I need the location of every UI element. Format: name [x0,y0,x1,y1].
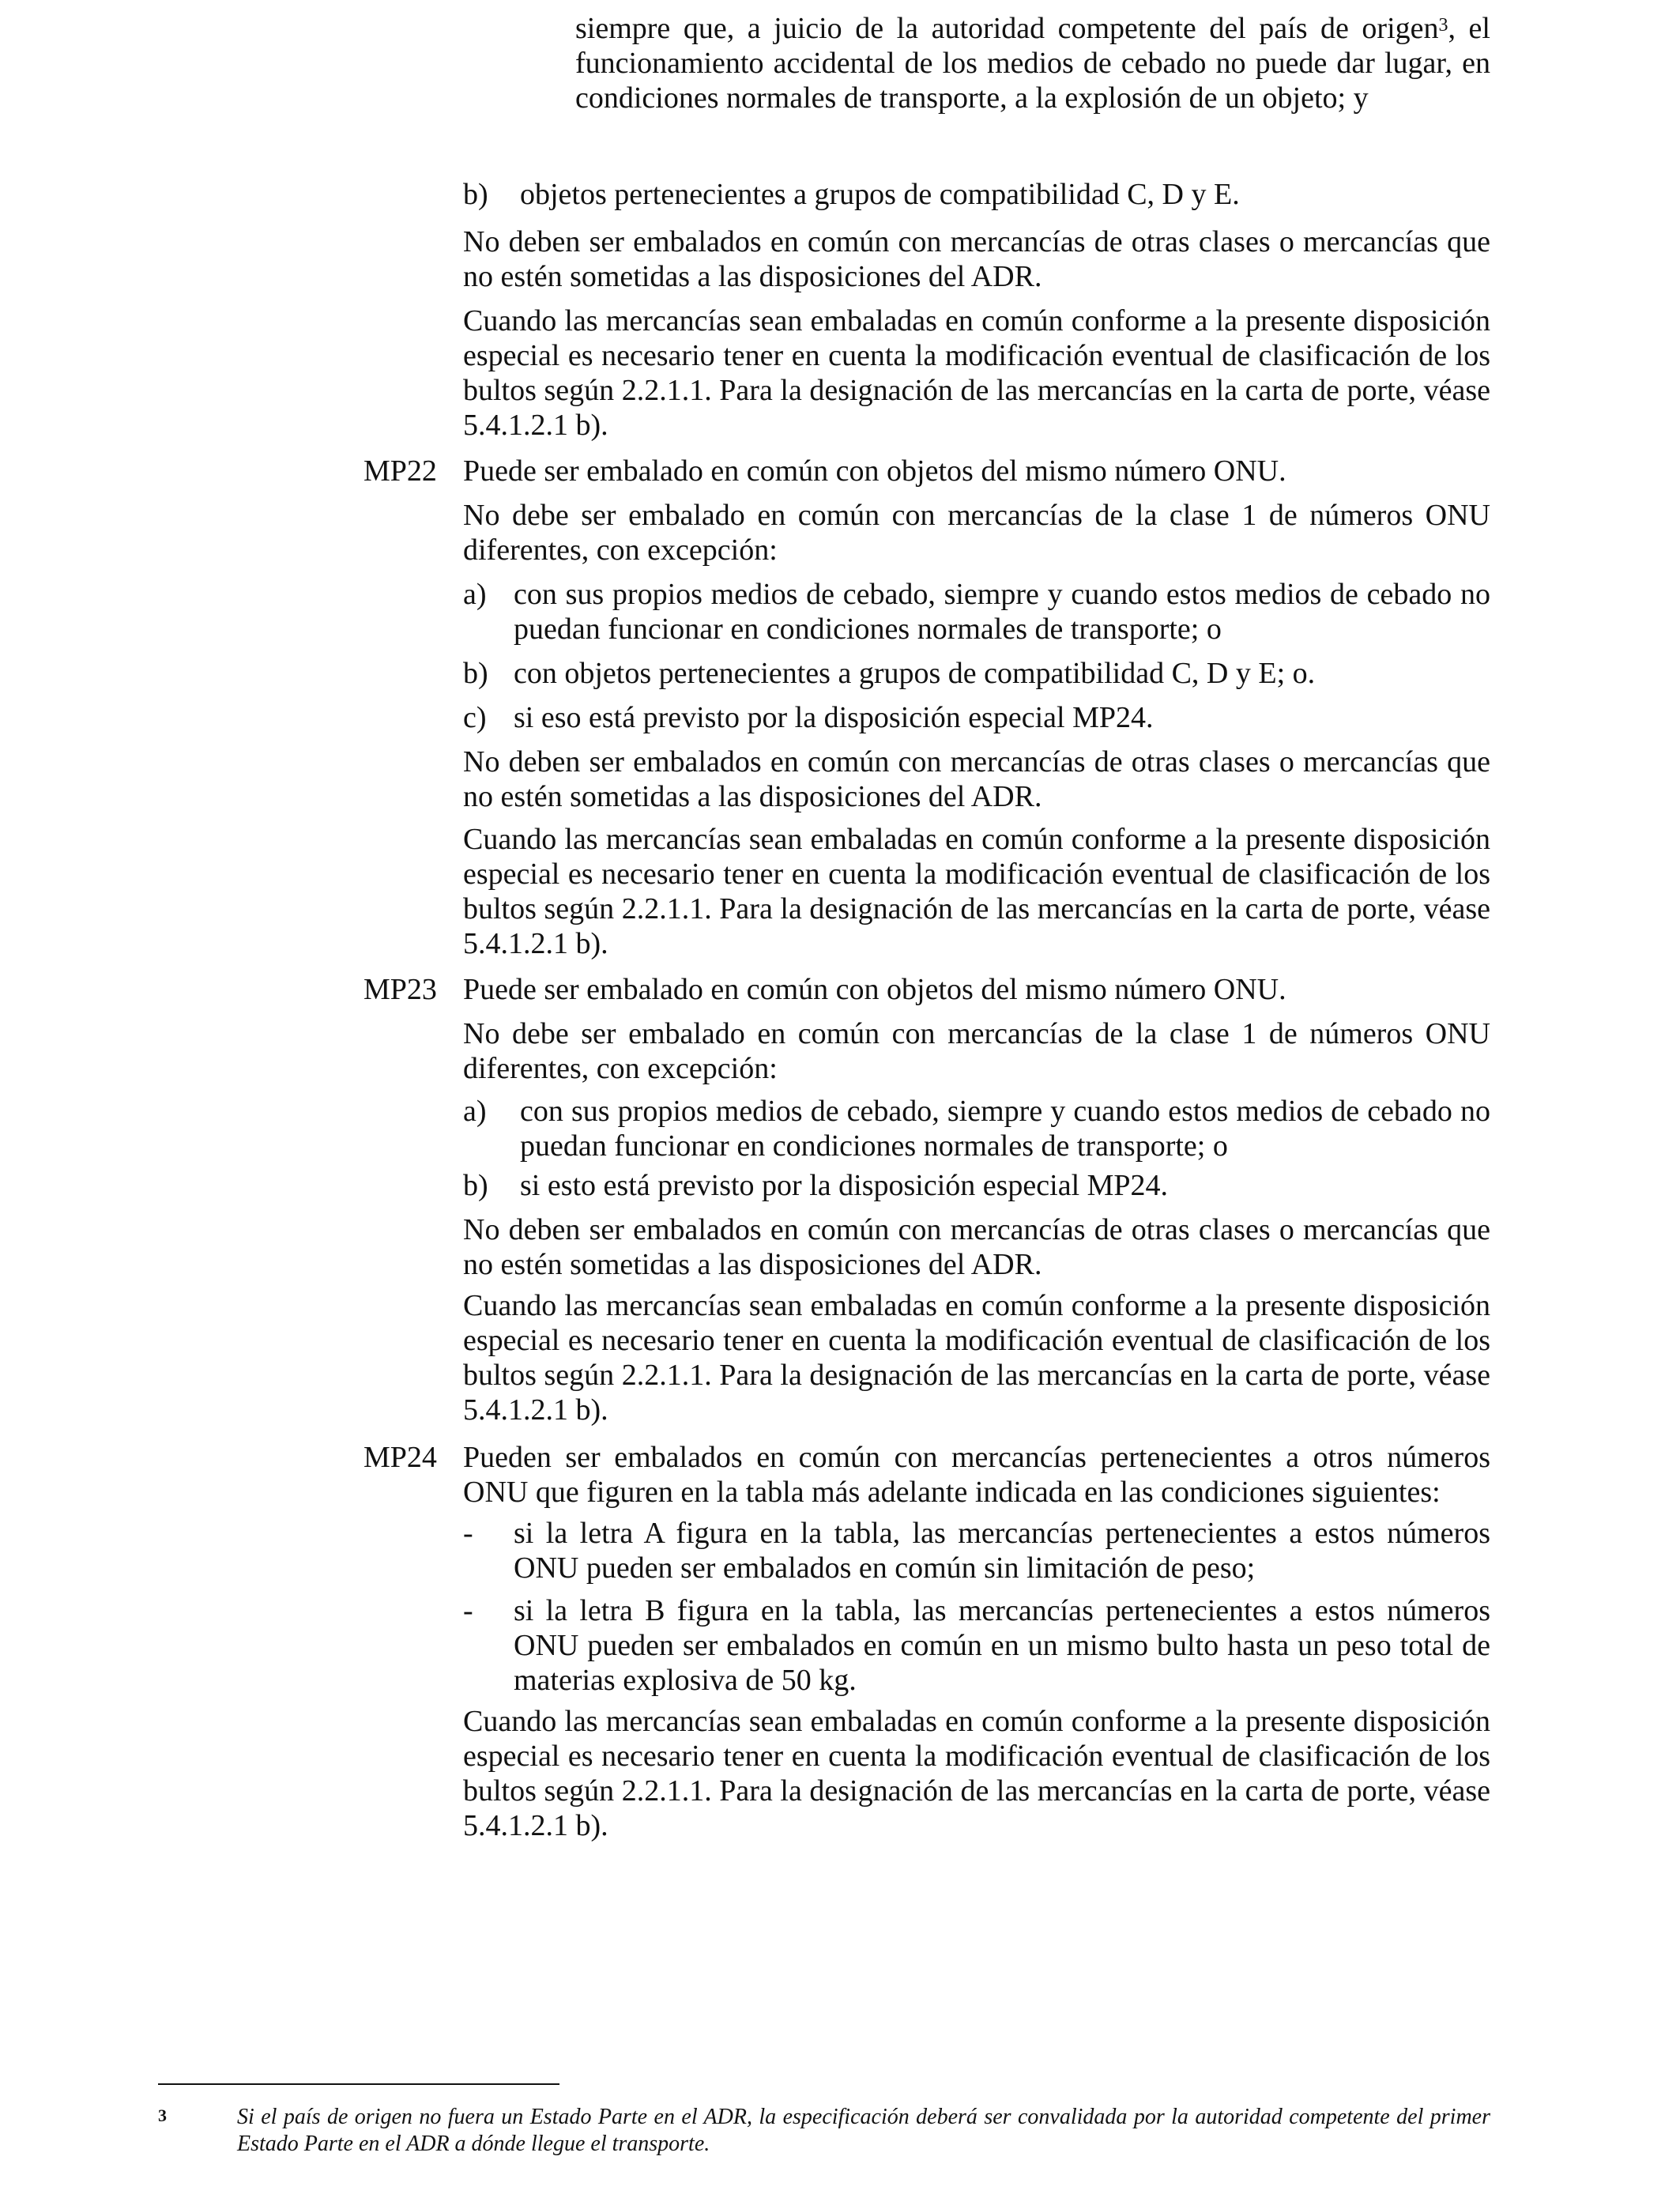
footnote-separator [158,2083,559,2085]
paragraph: Cuando las mercancías sean embaladas en común conforme a la presente disposición especial es necesario tener en cuenta la modificación eventual de clasificación de los bultos según 2.2.1.1. Para la designación de las mercancías en la carta de porte, véase 5.4.1.2.1 b). [463,823,1490,960]
footnote-mark: 3 [158,2105,167,2125]
provision-code-mp23: MP23 [363,973,437,1006]
provision-first-line: Puede ser embalado en común con objetos del mismo número ONU. [463,973,1286,1006]
list-item-text: si la letra A figura en la tabla, las mercancías pertenecientes a estos números ONU pueden ser embalados en común sin limitación de peso; [514,1517,1490,1585]
intro-text: siempre que, a juicio de la autoridad competente del país de origen [575,12,1439,45]
provision-first-paragraph: Pueden ser embalados en común con mercancías pertenecientes a otros números ONU que figuren en la tabla más adelante indicada en las condiciones siguientes: [463,1441,1490,1509]
provision-first-line: Puede ser embalado en común con objetos del mismo número ONU. [463,454,1286,488]
list-item-label: a) [463,1095,487,1128]
list-item-text: con sus propios medios de cebado, siempre y cuando estos medios de cebado no puedan funcionar en condiciones normales de transporte; o [520,1095,1490,1163]
list-item-text: con sus propios medios de cebado, siempre y cuando estos medios de cebado no puedan funcionar en condiciones normales de transporte; o [514,578,1490,646]
provision-code-mp24: MP24 [363,1441,437,1474]
list-item-label: - [463,1517,473,1550]
intro-paragraph [575,11,1490,115]
list-item-label: b) [463,178,488,211]
paragraph: Cuando las mercancías sean embaladas en común conforme a la presente disposición especial es necesario tener en cuenta la modificación eventual de clasificación de los bultos según 2.2.1.1. Para la designación de las mercancías en la carta de porte, véase 5.4.1.2.1 b). [463,304,1490,442]
list-item-label: b) [463,1169,488,1202]
list-item-label: c) [463,701,487,734]
paragraph: No deben ser embalados en común con mercancías de otras clases o mercancías que no estén sometidas a las disposiciones del ADR. [463,225,1490,293]
paragraph: Cuando las mercancías sean embaladas en común conforme a la presente disposición especial es necesario tener en cuenta la modificación eventual de clasificación de los bultos según 2.2.1.1. Para la designación de las mercancías en la carta de porte, véase 5.4.1.2.1 b). [463,1705,1490,1842]
list-item-label: a) [463,578,487,611]
list-item-label: b) [463,657,488,690]
footnote-text: Si el país de origen no fuera un Estado Parte en el ADR, la especificación deberá ser convalidada por la autoridad competente del primer Estado Parte en el ADR a dónde llegue el transporte. [237,2105,1490,2156]
footnote-reference[interactable]: 3 [1438,15,1448,36]
list-item-text: objetos pertenecientes a grupos de compatibilidad C, D y E. [520,178,1240,211]
intro-text-after: , el funcionamiento accidental de los medios de cebado no puede dar lugar, en condiciones normales de transporte, a la explosión de un objeto; y [575,12,1490,115]
paragraph: No deben ser embalados en común con mercancías de otras clases o mercancías que no estén sometidas a las disposiciones del ADR. [463,745,1490,813]
list-item-text: con objetos pertenecientes a grupos de compatibilidad C, D y E; o. [514,657,1316,690]
list-item-text: si eso está previsto por la disposición especial MP24. [514,701,1154,734]
list-item-text: si esto está previsto por la disposición especial MP24. [520,1169,1169,1202]
paragraph: No deben ser embalados en común con mercancías de otras clases o mercancías que no estén sometidas a las disposiciones del ADR. [463,1213,1490,1281]
paragraph: No debe ser embalado en común con mercancías de la clase 1 de números ONU diferentes, con excepción: [463,1017,1490,1085]
list-item-label: - [463,1594,473,1627]
list-item-text: si la letra B figura en la tabla, las mercancías pertenecientes a estos números ONU pueden ser embalados en común en un mismo bulto hasta un peso total de materias explosiva de 50 kg. [514,1594,1490,1697]
paragraph: No debe ser embalado en común con mercancías de la clase 1 de números ONU diferentes, con excepción: [463,499,1490,567]
provision-code-mp22: MP22 [363,454,437,488]
paragraph: Cuando las mercancías sean embaladas en común conforme a la presente disposición especial es necesario tener en cuenta la modificación eventual de clasificación de los bultos según 2.2.1.1. Para la designación de las mercancías en la carta de porte, véase 5.4.1.2.1 b). [463,1289,1490,1427]
